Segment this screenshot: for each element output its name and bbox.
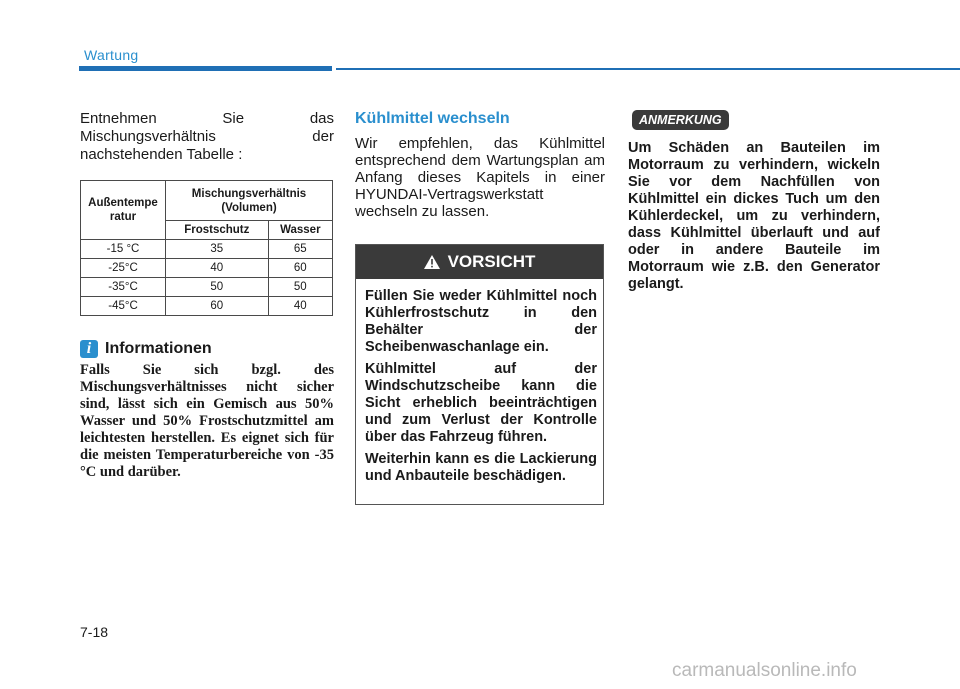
table-cell: 60 [268, 259, 332, 278]
caution-body [356, 279, 603, 504]
table-cell: 40 [166, 259, 269, 278]
col-header-water: Wasser [268, 221, 332, 240]
info-body: Falls Sie sich bzgl. des Mischungsverhältnisses nicht sicher sind, lässt sich ein Gemisch aus 50% Wasser und 50% Frostschutzmittel am leichtesten herstellen. Es eignet sich für die meisten Temperaturbereiche von -35 °C und darüber. [80, 362, 334, 480]
left-column [80, 110, 334, 481]
note-badge: ANMERKUNG [632, 110, 729, 130]
table-cell: 65 [268, 240, 332, 259]
middle-column [355, 110, 605, 505]
watermark: carmanualsonline.info [672, 660, 857, 681]
section-label: Wartung [84, 47, 139, 63]
caution-header [356, 245, 603, 279]
header-bar-thick [79, 66, 332, 71]
table-row [81, 297, 333, 316]
table-cell: 35 [166, 240, 269, 259]
info-icon: i [80, 340, 98, 358]
caution-title: VORSICHT [447, 252, 536, 271]
right-column [628, 110, 880, 293]
table-cell: 40 [268, 297, 332, 316]
intro-line-1: Entnehmen Sie das [80, 110, 334, 127]
table-cell: 60 [166, 297, 269, 316]
warning-icon [424, 255, 440, 269]
col-header-frost: Frostschutz [166, 221, 269, 240]
page-number: 7-18 [80, 624, 109, 640]
info-heading [80, 340, 334, 358]
table-cell: -25°C [81, 259, 166, 278]
col-header-mix: Mischungsverhältnis (Volumen) [166, 181, 333, 221]
table-cell: -45°C [81, 297, 166, 316]
table-cell: 50 [166, 278, 269, 297]
table-cell: 50 [268, 278, 332, 297]
col-header-temperature: Außentempe ratur [81, 181, 166, 240]
table-row [81, 278, 333, 297]
table-row [81, 240, 333, 259]
intro-line-2: Mischungsverhältnis der [80, 128, 334, 145]
info-title: Informationen [105, 340, 212, 357]
table-cell: -35°C [81, 278, 166, 297]
caution-paragraph-3: Weiterhin kann es die Lackierung und Anbauteile beschädigen. [365, 451, 597, 484]
caution-paragraph-2: Kühlmittel auf der Windschutzscheibe kann die Sicht erheblich beeinträchtigen und zum Verlust der Kontrolle über das Fahrzeug führen. [365, 361, 597, 445]
caution-box [355, 244, 604, 505]
coolant-body: Wir empfehlen, das Kühlmittel entsprechend dem Wartungsplan am Anfang dieses Kapitels in einer HYUNDAI-Vertragswerkstatt wechseln zu lassen. [355, 135, 605, 220]
note-body: Um Schäden an Bauteilen im Motorraum zu verhindern, wickeln Sie vor dem Nachfüllen von Kühlmittel ein dickes Tuch um den Kühlerdeckel, um zu verhindern, dass Kühlmittel überlauft und auf oder in andere Bauteile im Motorraum wie z.B. den Generator gelangt. [628, 140, 880, 292]
intro-text [80, 110, 334, 164]
mixing-ratio-table [80, 180, 333, 316]
header-bar-thin [336, 68, 960, 70]
caution-paragraph-1: Füllen Sie weder Kühlmittel noch Kühlerfrostschutz in den Behälter der Scheibenwaschanlage ein. [365, 288, 597, 355]
intro-line-3: nachstehenden Tabelle : [80, 146, 243, 163]
section-title: Kühlmittel wechseln [355, 110, 510, 127]
table-cell: -15 °C [81, 240, 166, 259]
table-row [81, 259, 333, 278]
